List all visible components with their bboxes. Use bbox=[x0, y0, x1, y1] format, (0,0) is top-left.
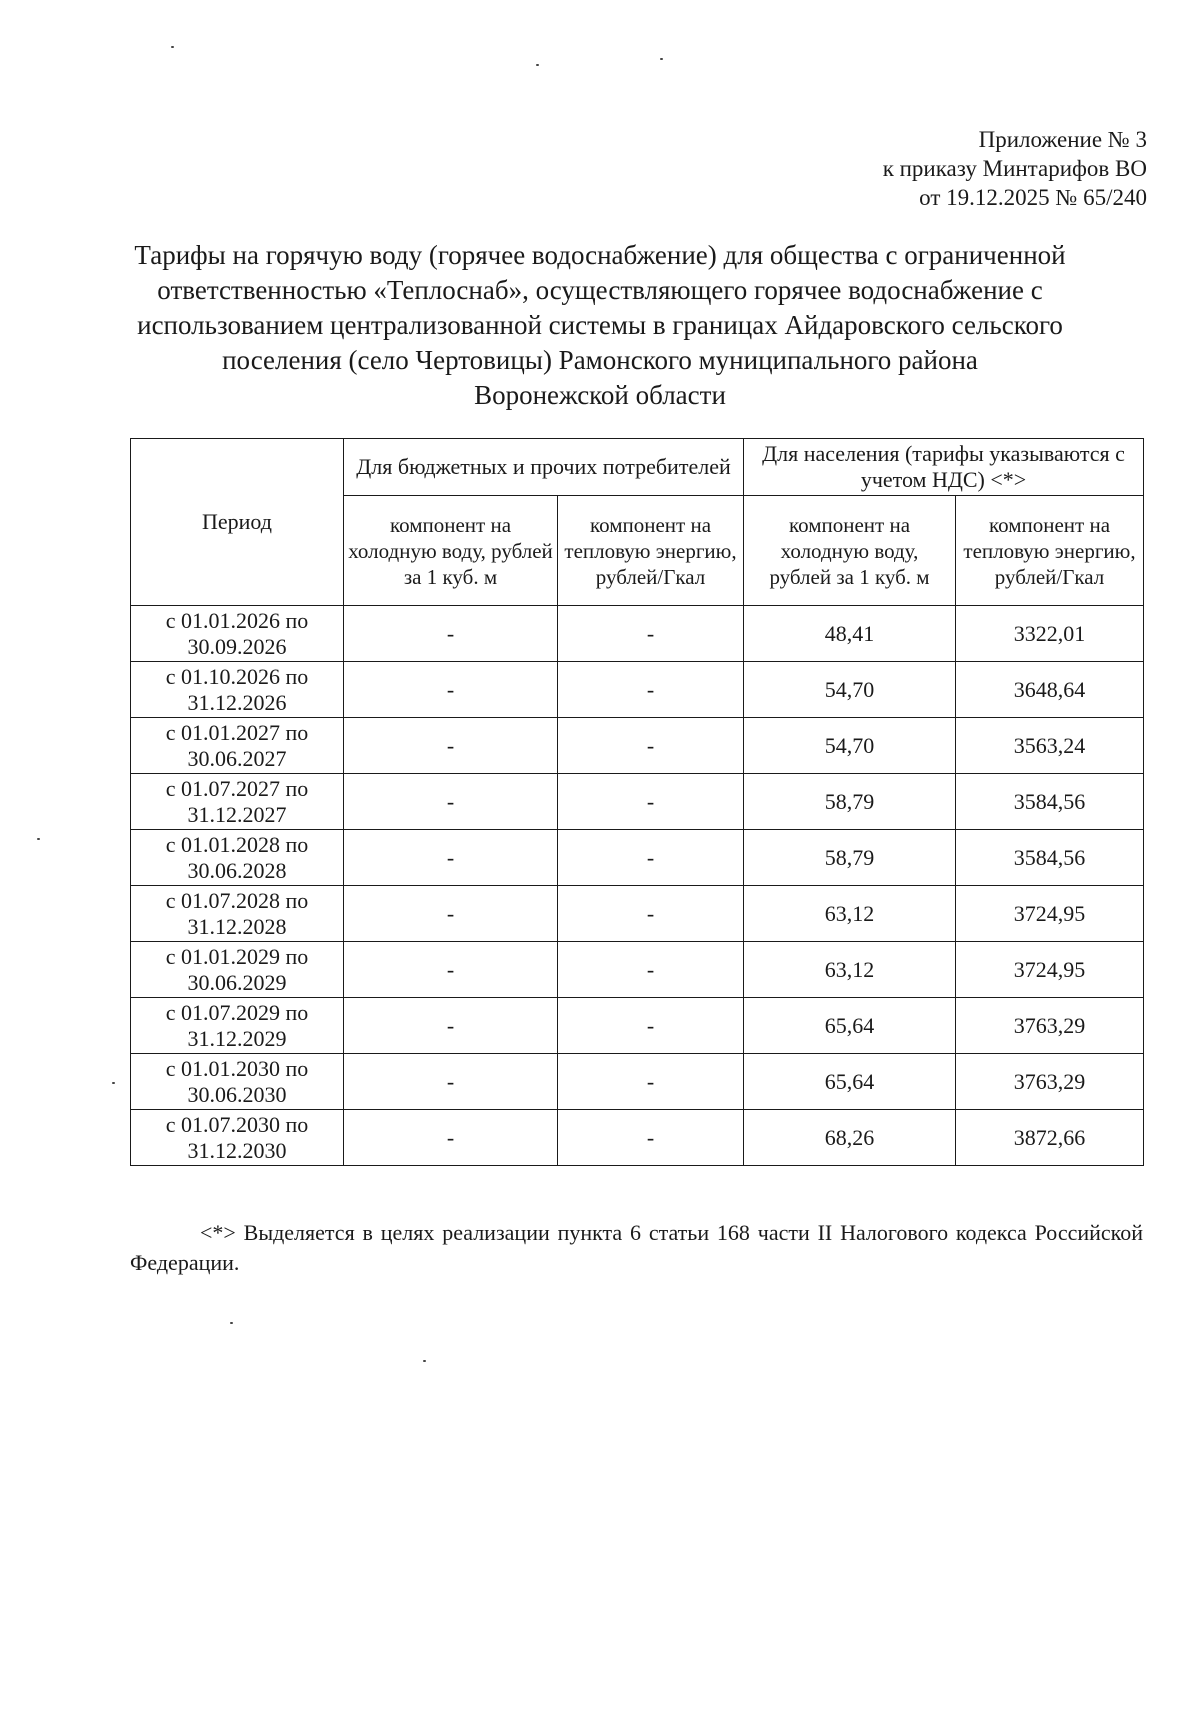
title-line: поселения (село Чертовицы) Рамонского муниципального района bbox=[222, 345, 978, 375]
budget-cold-cell: - bbox=[344, 886, 558, 942]
header-row-groups bbox=[131, 439, 1144, 496]
period-cell: с 01.01.2029 по 30.06.2029 bbox=[131, 942, 344, 998]
table-row bbox=[131, 606, 1144, 662]
population-cold-cell: 54,70 bbox=[744, 662, 956, 718]
population-cold-cell: 48,41 bbox=[744, 606, 956, 662]
budget-cold-cell: - bbox=[344, 606, 558, 662]
population-heat-cell: 3872,66 bbox=[956, 1110, 1144, 1166]
title-line: ответственностью «Теплоснаб», осуществляющего горячее водоснабжение с bbox=[157, 275, 1043, 305]
population-heat-cell: 3322,01 bbox=[956, 606, 1144, 662]
population-heat-cell: 3763,29 bbox=[956, 998, 1144, 1054]
budget-group-header: Для бюджетных и прочих потребителей bbox=[344, 439, 744, 496]
population-heat-cell: 3584,56 bbox=[956, 830, 1144, 886]
budget-heat-cell: - bbox=[558, 718, 744, 774]
population-cold-cell: 63,12 bbox=[744, 886, 956, 942]
population-cold-cell: 65,64 bbox=[744, 1054, 956, 1110]
title-line: Тарифы на горячую воду (горячее водоснабжение) для общества с ограниченной bbox=[134, 240, 1066, 270]
tariff-table bbox=[130, 438, 1144, 1166]
population-heat-energy-header: компонент на тепловую энергию, рублей/Гкал bbox=[956, 496, 1144, 606]
budget-heat-cell: - bbox=[558, 606, 744, 662]
budget-cold-cell: - bbox=[344, 718, 558, 774]
title-line: Воронежской области bbox=[474, 380, 726, 410]
table-row bbox=[131, 718, 1144, 774]
period-cell: с 01.07.2028 по 31.12.2028 bbox=[131, 886, 344, 942]
budget-heat-cell: - bbox=[558, 662, 744, 718]
document-title bbox=[120, 238, 1080, 413]
population-cold-cell: 63,12 bbox=[744, 942, 956, 998]
population-group-header: Для населения (тарифы указываются с учетом НДС) <*> bbox=[744, 439, 1144, 496]
scan-speck bbox=[536, 64, 539, 66]
population-heat-cell: 3763,29 bbox=[956, 1054, 1144, 1110]
period-cell: с 01.10.2026 по 31.12.2026 bbox=[131, 662, 344, 718]
period-cell: с 01.07.2029 по 31.12.2029 bbox=[131, 998, 344, 1054]
population-heat-cell: 3584,56 bbox=[956, 774, 1144, 830]
table-row bbox=[131, 886, 1144, 942]
scan-speck bbox=[423, 1360, 426, 1362]
population-heat-cell: 3724,95 bbox=[956, 942, 1144, 998]
budget-cold-water-header: компонент на холодную воду, рублей за 1 куб. м bbox=[344, 496, 558, 606]
appendix-reference bbox=[883, 125, 1147, 212]
table-row bbox=[131, 774, 1144, 830]
table-row bbox=[131, 662, 1144, 718]
population-heat-cell: 3648,64 bbox=[956, 662, 1144, 718]
budget-cold-cell: - bbox=[344, 998, 558, 1054]
table-row bbox=[131, 830, 1144, 886]
population-cold-cell: 65,64 bbox=[744, 998, 956, 1054]
budget-cold-cell: - bbox=[344, 1054, 558, 1110]
budget-heat-cell: - bbox=[558, 1054, 744, 1110]
table-row bbox=[131, 1110, 1144, 1166]
table-row bbox=[131, 1054, 1144, 1110]
budget-heat-cell: - bbox=[558, 998, 744, 1054]
budget-cold-cell: - bbox=[344, 1110, 558, 1166]
scan-speck bbox=[37, 838, 40, 840]
budget-heat-energy-header: компонент на тепловую энергию, рублей/Гкал bbox=[558, 496, 744, 606]
population-heat-cell: 3724,95 bbox=[956, 886, 1144, 942]
period-header: Период bbox=[131, 439, 344, 606]
period-cell: с 01.01.2028 по 30.06.2028 bbox=[131, 830, 344, 886]
appendix-date: от 19.12.2025 № 65/240 bbox=[919, 185, 1147, 210]
budget-cold-cell: - bbox=[344, 830, 558, 886]
scan-speck bbox=[112, 1082, 115, 1084]
table-row bbox=[131, 998, 1144, 1054]
scan-speck bbox=[660, 58, 663, 60]
footnote: <*> Выделяется в целях реализации пункта 6 статьи 168 части II Налогового кодекса Российской Федерации. bbox=[130, 1220, 1143, 1275]
population-cold-cell: 58,79 bbox=[744, 774, 956, 830]
population-heat-cell: 3563,24 bbox=[956, 718, 1144, 774]
budget-heat-cell: - bbox=[558, 774, 744, 830]
appendix-order: к приказу Минтарифов ВО bbox=[882, 156, 1147, 181]
population-cold-water-header: компонент на холодную воду, рублей за 1 куб. м bbox=[744, 496, 956, 606]
period-cell: с 01.01.2030 по 30.06.2030 bbox=[131, 1054, 344, 1110]
period-cell: с 01.07.2027 по 31.12.2027 bbox=[131, 774, 344, 830]
budget-heat-cell: - bbox=[558, 942, 744, 998]
population-cold-cell: 58,79 bbox=[744, 830, 956, 886]
budget-heat-cell: - bbox=[558, 830, 744, 886]
scan-speck bbox=[230, 1322, 233, 1324]
budget-cold-cell: - bbox=[344, 774, 558, 830]
budget-cold-cell: - bbox=[344, 662, 558, 718]
appendix-number: Приложение № 3 bbox=[978, 127, 1147, 152]
budget-heat-cell: - bbox=[558, 886, 744, 942]
period-cell: с 01.01.2027 по 30.06.2027 bbox=[131, 718, 344, 774]
budget-cold-cell: - bbox=[344, 942, 558, 998]
table-row bbox=[131, 942, 1144, 998]
population-cold-cell: 68,26 bbox=[744, 1110, 956, 1166]
population-cold-cell: 54,70 bbox=[744, 718, 956, 774]
period-cell: с 01.07.2030 по 31.12.2030 bbox=[131, 1110, 344, 1166]
period-cell: с 01.01.2026 по 30.09.2026 bbox=[131, 606, 344, 662]
scan-speck bbox=[171, 46, 174, 48]
budget-heat-cell: - bbox=[558, 1110, 744, 1166]
title-line: использованием централизованной системы в границах Айдаровского сельского bbox=[137, 310, 1063, 340]
